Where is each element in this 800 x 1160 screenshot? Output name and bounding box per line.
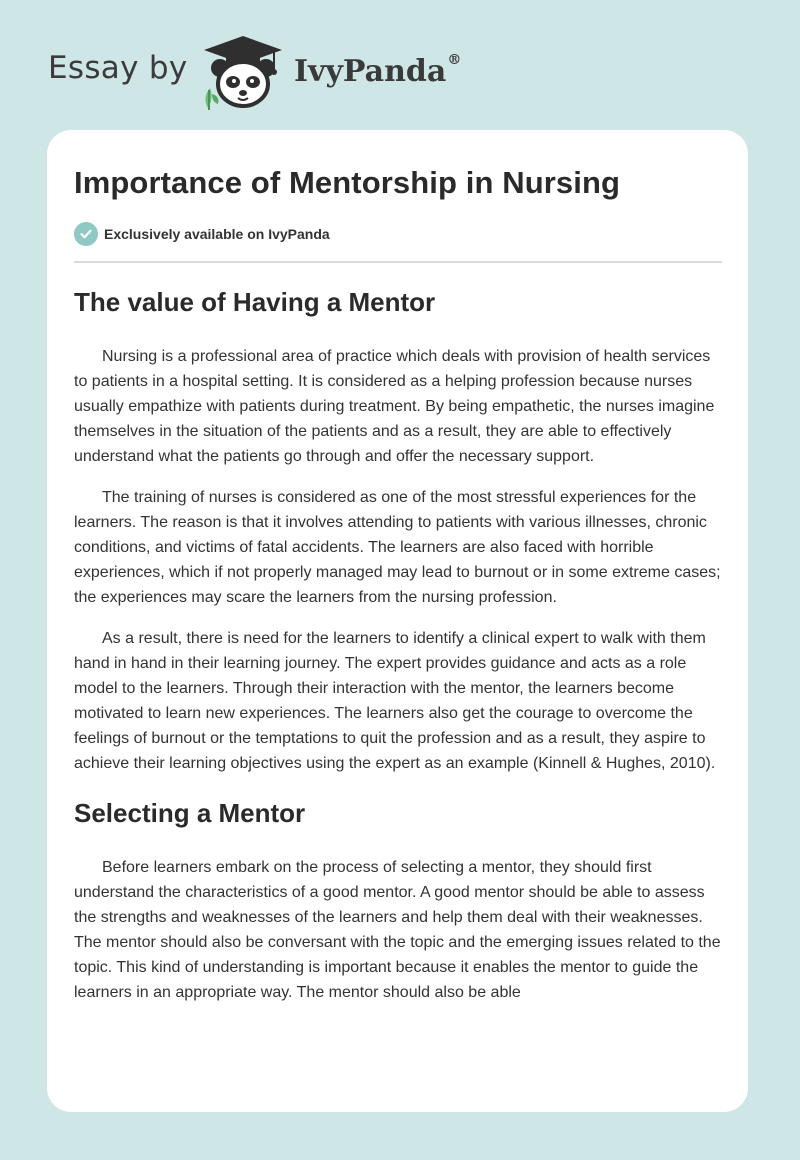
essay-card <box>47 130 748 1112</box>
registered-mark: ® <box>447 52 462 68</box>
paragraph: The training of nurses is considered as one of the most stressful experiences for the learners. The reason is that it involves attending to patients with various illnesses, chronic conditions, and victims of fatal accidents. The learners are also faced with horrible experiences, which if not properly managed may lead to burnout or in some extreme cases; the experiences may scare the learners from the nursing profession. <box>74 489 721 606</box>
paragraph: Nursing is a professional area of practice which deals with provision of health services to patients in a hospital setting. It is considered as a helping profession because nurses usually empathize with patients during treatment. By being empathetic, the nurses imagine themselves in the situation of the patients and as a result, they are able to effectively understand what the patients go through and offer the necessary support. <box>74 348 715 465</box>
brand-name: IvyPanda® <box>294 52 462 89</box>
paragraph: As a result, there is need for the learners to identify a clinical expert to walk with them hand in hand in their learning journey. The expert provides guidance and acts as a role model to the learners. Through their interaction with the mentor, the learners become motivated to learn new experiences. The learners also get the courage to overcome the feelings of burnout or the temptations to quit the profession and as a result, they aspire to achieve their learning objectives using the expert as an example (Kinnell & Hughes, 2010). <box>74 630 716 772</box>
check-icon <box>74 222 98 246</box>
section-heading: Selecting a Mentor <box>74 798 306 828</box>
brand-prefix: Essay by <box>48 50 188 86</box>
exclusive-label: Exclusively available on IvyPanda <box>104 226 330 242</box>
paragraph: Before learners embark on the process of selecting a mentor, they should first understand the characteristics of a good mentor. A good mentor should be able to assess the strengths and weaknesses of the learners and help them deal with their weaknesses. The mentor should also be conversant with the topic and the emerging issues related to the topic. This kind of understanding is important because it enables the mentor to guide the learners in an appropriate way. The mentor should also be able <box>74 859 721 1001</box>
exclusive-badge <box>74 222 330 246</box>
section-heading: The value of Having a Mentor <box>74 287 436 317</box>
divider <box>74 261 722 263</box>
brand-header <box>48 30 488 110</box>
panda-logo-icon <box>198 32 288 112</box>
essay-body <box>74 280 726 1005</box>
page-title: Importance of Mentorship in Nursing <box>74 165 621 200</box>
